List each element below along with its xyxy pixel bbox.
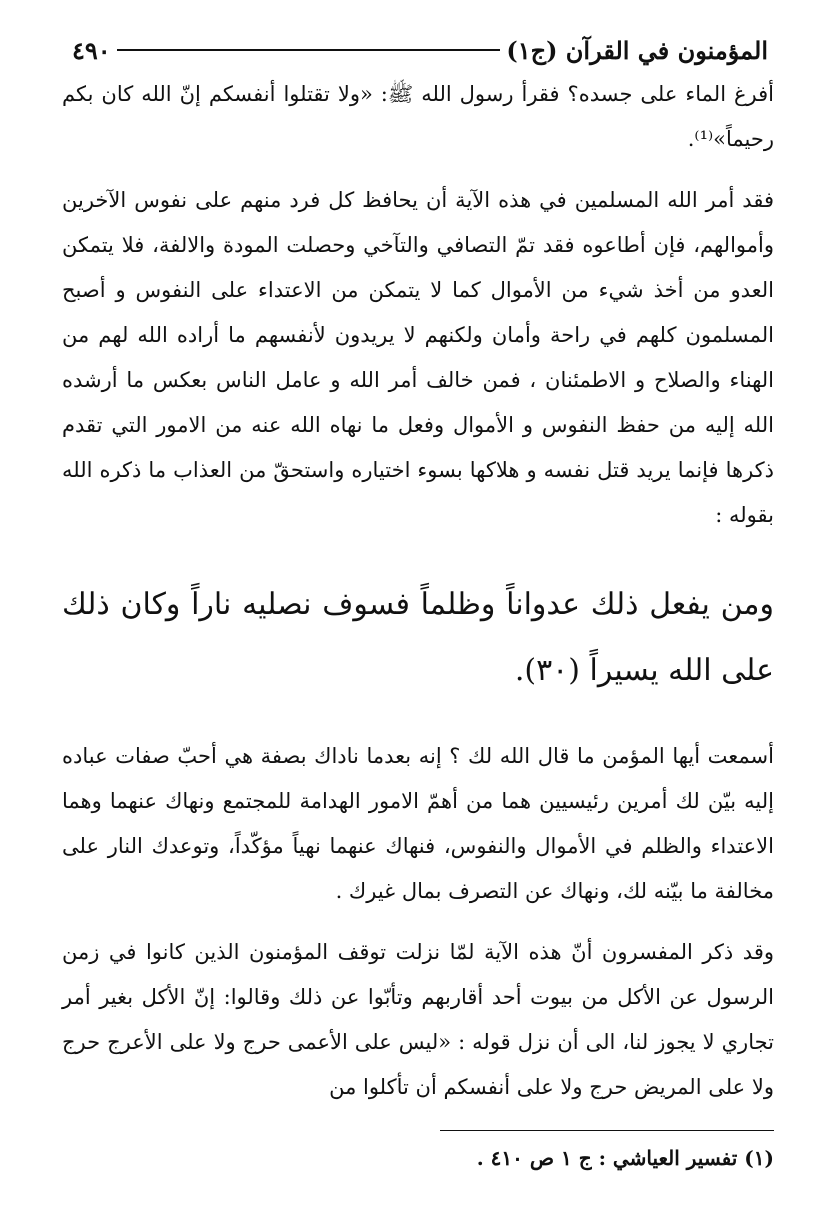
paragraph-3: أسمعت أيها المؤمن ما قال الله لك ؟ إنه بعدما ناداك بصفة هي أحبّ صفات عباده إليه بيّن لك أمرين رئيسيين هما من أهمّ الامور الهدامة للمجتمع ونهاك عنهما وهما الاعتداء والظلم في الأموال والنفوس، فنهاك عنهما نهياً مؤكّداً، وتوعدك النار على مخالفة ما بيّنه لك، ونهاك عن التصرف بمال غيرك . xyxy=(62,744,774,903)
paragraph-2: فقد أمر الله المسلمين في هذه الآية أن يحافظ كل فرد منهم على نفوس الآخرين وأموالهم، فإن أطاعوه فقد تمّ التصافي والتآخي وحصلت المودة والالفة، فلا يتمكن العدو من أخذ شيء من الأموال كما لا يتمكن من الاعتداء على النفوس و أصبح المسلمون كلهم في راحة وأمان ولكنهم لا يريدون لأنفسهم ما أراده الله لهم من الهناء والصلاح و الاطمئنان ، فمن خالف أمر الله و عامل الناس بعكس ما أرشده الله إليه من حفظ النفوس و الأموال وفعل ما نهاه الله عنه من الامور التي تقدم ذكرها فإنما يريد قتل نفسه و هلاكها بسوء اختياره واستحقّ من العذاب ما ذكره الله بقوله : xyxy=(62,188,774,527)
header-rule xyxy=(117,49,501,51)
footnote: (١) تفسير العياشي : ج ١ ص ٤١٠ . xyxy=(476,1146,774,1170)
quran-verse: ومن يفعل ذلك عدواناً وظلماً فسوف نصليه ناراً وكان ذلك على الله يسيراً (٣٠). xyxy=(62,587,774,688)
footnote-rule xyxy=(440,1130,774,1131)
running-title: المؤمنون في القرآن (ج١) xyxy=(506,35,768,65)
page-header xyxy=(62,30,774,70)
paragraph-1: أفرغ الماء على جسده؟ فقرأ رسول الله ﷺ: «ولا تقتلوا أنفسكم إنّ الله كان بكم رحيماً»⁽¹⁾. xyxy=(62,82,774,151)
page-number: ٤٩٠ xyxy=(72,35,111,65)
paragraph-4: وقد ذكر المفسرون أنّ هذه الآية لمّا نزلت توقف المؤمنون الذين كانوا في زمن الرسول عن الأكل من بيوت أحد أقاربهم وتأبّوا عن ذلك وقالوا: إنّ الأكل بغير أمر تجاري لا يجوز لنا، الى أن نزل قوله : «ليس على الأعمى حرج ولا على الأعرج حرج ولا على المريض حرج ولا على أنفسكم أن تأكلوا من xyxy=(62,940,774,1099)
body-text xyxy=(62,72,774,1215)
